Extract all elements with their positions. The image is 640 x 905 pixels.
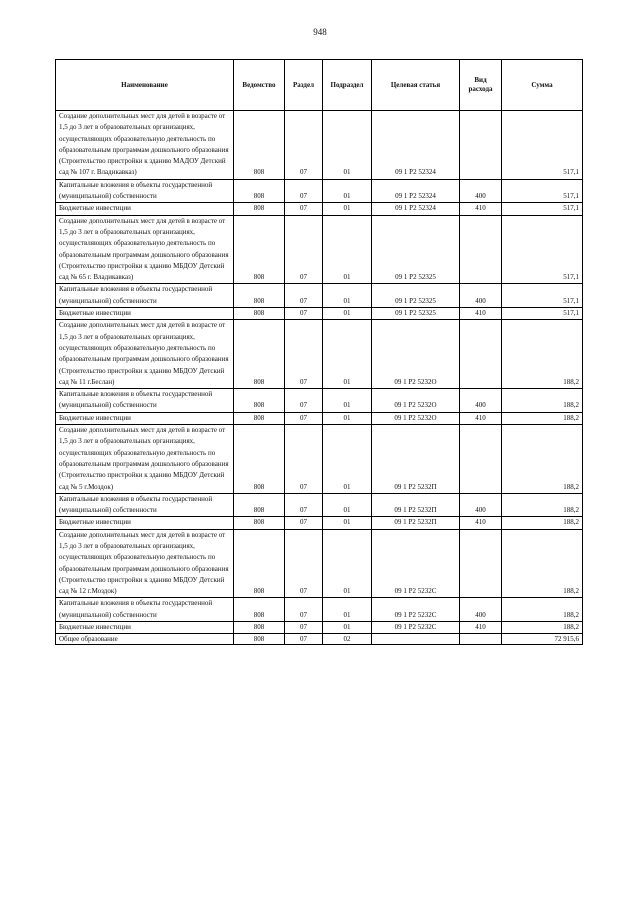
cell-name: Капитальные вложения в объекты государственной (муниципальной) собственности: [56, 493, 234, 517]
cell-target: 09 1 P2 5232П: [372, 517, 460, 529]
table-row: [56, 320, 583, 389]
cell-dept: 808: [234, 493, 285, 517]
cell-type: 410: [460, 412, 502, 424]
cell-sum: 188,2: [502, 529, 583, 598]
cell-type: 410: [460, 203, 502, 215]
cell-type: [460, 320, 502, 389]
cell-section: 07: [285, 320, 323, 389]
cell-subsection: 01: [323, 179, 372, 203]
cell-dept: 808: [234, 389, 285, 413]
cell-dept: 808: [234, 622, 285, 634]
cell-section: 07: [285, 203, 323, 215]
cell-name: Бюджетные инвестиции: [56, 517, 234, 529]
cell-target: 09 1 P2 5232П: [372, 493, 460, 517]
cell-name: Капитальные вложения в объекты государственной (муниципальной) собственности: [56, 284, 234, 308]
cell-sum: 188,2: [502, 389, 583, 413]
cell-dept: 808: [234, 425, 285, 494]
cell-dept: 808: [234, 308, 285, 320]
page-number: 948: [313, 27, 327, 37]
cell-sum: 517,1: [502, 179, 583, 203]
cell-dept: 808: [234, 320, 285, 389]
table-row: [56, 517, 583, 529]
cell-dept: 808: [234, 634, 285, 645]
cell-name: Создание дополнительных мест для детей в возрасте от 1,5 до 3 лет в образовательных организациях, осуществляющих образовательную деятельность по образовательным программам дошкольного образования (Строительство пристройки к зданию МБДОУ Детский сад № 5 г.Моздок): [56, 425, 234, 494]
cell-subsection: 01: [323, 425, 372, 494]
cell-dept: 808: [234, 284, 285, 308]
cell-sum: 188,2: [502, 425, 583, 494]
header-row: [56, 60, 583, 111]
cell-type: 410: [460, 308, 502, 320]
cell-subsection: 01: [323, 320, 372, 389]
table-row: [56, 111, 583, 180]
cell-target: 09 1 P2 52324: [372, 179, 460, 203]
cell-sum: 188,2: [502, 517, 583, 529]
cell-subsection: 01: [323, 493, 372, 517]
table-row: [56, 529, 583, 598]
cell-target: 09 1 P2 5232С: [372, 529, 460, 598]
cell-name: Капитальные вложения в объекты государственной (муниципальной) собственности: [56, 389, 234, 413]
cell-type: [460, 215, 502, 284]
cell-name: Создание дополнительных мест для детей в возрасте от 1,5 до 3 лет в образовательных организациях, осуществляющих образовательную деятельность по образовательным программам дошкольного образования (Строительство пристройки к зданию МБДОУ Детский сад № 12 г.Моздок): [56, 529, 234, 598]
cell-section: 07: [285, 179, 323, 203]
table-row: [56, 598, 583, 622]
cell-name: Бюджетные инвестиции: [56, 308, 234, 320]
cell-sum: 517,1: [502, 284, 583, 308]
table-row: [56, 622, 583, 634]
cell-sum: 188,2: [502, 493, 583, 517]
table-row: [56, 425, 583, 494]
cell-type: 400: [460, 179, 502, 203]
cell-sum: 517,1: [502, 111, 583, 180]
cell-section: 07: [285, 598, 323, 622]
cell-dept: 808: [234, 517, 285, 529]
cell-sum: 72 915,6: [502, 634, 583, 645]
cell-section: 07: [285, 111, 323, 180]
cell-name: Создание дополнительных мест для детей в возрасте от 1,5 до 3 лет в образовательных организациях, осуществляющих образовательную деятельность по образовательным программам дошкольного образования (Строительство пристройки к зданию МБДОУ Детский сад № 11 г.Беслан): [56, 320, 234, 389]
cell-dept: 808: [234, 203, 285, 215]
header-type: Вид расхода: [460, 60, 502, 111]
cell-target: 09 1 P2 52325: [372, 284, 460, 308]
table-row: [56, 412, 583, 424]
cell-target: 09 1 P2 52324: [372, 111, 460, 180]
cell-dept: 808: [234, 179, 285, 203]
cell-sum: 517,1: [502, 308, 583, 320]
cell-type: [460, 529, 502, 598]
cell-name: Бюджетные инвестиции: [56, 412, 234, 424]
cell-type: 400: [460, 284, 502, 308]
table-body: [56, 111, 583, 645]
cell-section: 07: [285, 412, 323, 424]
cell-subsection: 01: [323, 598, 372, 622]
table-row: [56, 179, 583, 203]
cell-section: 07: [285, 517, 323, 529]
cell-name: Создание дополнительных мест для детей в возрасте от 1,5 до 3 лет в образовательных организациях, осуществляющих образовательную деятельность по образовательным программам дошкольного образования (Строительство пристройки к зданию МАДОУ Детский сад № 107 г. Владикавказ): [56, 111, 234, 180]
cell-sum: 188,2: [502, 320, 583, 389]
cell-name: Бюджетные инвестиции: [56, 622, 234, 634]
cell-dept: 808: [234, 529, 285, 598]
cell-type: [460, 425, 502, 494]
cell-target: 09 1 P2 5232О: [372, 412, 460, 424]
header-name: Наименование: [56, 60, 234, 111]
cell-sum: 188,2: [502, 412, 583, 424]
cell-section: 07: [285, 529, 323, 598]
cell-target: 09 1 P2 5232О: [372, 389, 460, 413]
cell-section: 07: [285, 308, 323, 320]
cell-type: 400: [460, 598, 502, 622]
table-row: [56, 308, 583, 320]
table-row: [56, 634, 583, 645]
header-subsection: Подраздел: [323, 60, 372, 111]
table-row: [56, 215, 583, 284]
cell-target: 09 1 P2 5232С: [372, 598, 460, 622]
table-row: [56, 389, 583, 413]
cell-name: Бюджетные инвестиции: [56, 203, 234, 215]
cell-target: 09 1 P2 5232О: [372, 320, 460, 389]
cell-type: 400: [460, 389, 502, 413]
cell-type: [460, 634, 502, 645]
cell-name: Общее образование: [56, 634, 234, 645]
cell-name: Капитальные вложения в объекты государственной (муниципальной) собственности: [56, 598, 234, 622]
cell-type: [460, 111, 502, 180]
cell-target: 09 1 P2 52325: [372, 215, 460, 284]
cell-subsection: 01: [323, 215, 372, 284]
table-row: [56, 203, 583, 215]
cell-subsection: 01: [323, 308, 372, 320]
cell-subsection: 01: [323, 517, 372, 529]
cell-target: 09 1 P2 52325: [372, 308, 460, 320]
cell-sum: 188,2: [502, 598, 583, 622]
cell-section: 07: [285, 389, 323, 413]
cell-section: 07: [285, 284, 323, 308]
cell-name: Создание дополнительных мест для детей в возрасте от 1,5 до 3 лет в образовательных организациях, осуществляющих образовательную деятельность по образовательным программам дошкольного образования (Строительство пристройки к зданию МБДОУ Детский сад № 65 г. Владикавказ): [56, 215, 234, 284]
header-section: Раздел: [285, 60, 323, 111]
cell-subsection: 01: [323, 111, 372, 180]
cell-name: Капитальные вложения в объекты государственной (муниципальной) собственности: [56, 179, 234, 203]
table-row: [56, 284, 583, 308]
cell-subsection: 02: [323, 634, 372, 645]
cell-type: 400: [460, 493, 502, 517]
cell-type: 410: [460, 622, 502, 634]
cell-section: 07: [285, 622, 323, 634]
cell-subsection: 01: [323, 203, 372, 215]
cell-subsection: 01: [323, 529, 372, 598]
cell-dept: 808: [234, 215, 285, 284]
cell-target: 09 1 P2 5232С: [372, 622, 460, 634]
cell-sum: 188,2: [502, 622, 583, 634]
header-dept: Ведомство: [234, 60, 285, 111]
cell-target: 09 1 P2 52324: [372, 203, 460, 215]
cell-type: 410: [460, 517, 502, 529]
cell-subsection: 01: [323, 622, 372, 634]
table-row: [56, 493, 583, 517]
budget-table: [55, 59, 583, 645]
header-sum: Сумма: [502, 60, 583, 111]
cell-dept: 808: [234, 412, 285, 424]
cell-target: 09 1 P2 5232П: [372, 425, 460, 494]
cell-section: 07: [285, 634, 323, 645]
cell-subsection: 01: [323, 412, 372, 424]
cell-subsection: 01: [323, 389, 372, 413]
cell-sum: 517,1: [502, 203, 583, 215]
cell-sum: 517,1: [502, 215, 583, 284]
cell-dept: 808: [234, 598, 285, 622]
cell-dept: 808: [234, 111, 285, 180]
cell-target: [372, 634, 460, 645]
cell-section: 07: [285, 425, 323, 494]
cell-section: 07: [285, 493, 323, 517]
header-target: Целевая статья: [372, 60, 460, 111]
cell-section: 07: [285, 215, 323, 284]
cell-subsection: 01: [323, 284, 372, 308]
